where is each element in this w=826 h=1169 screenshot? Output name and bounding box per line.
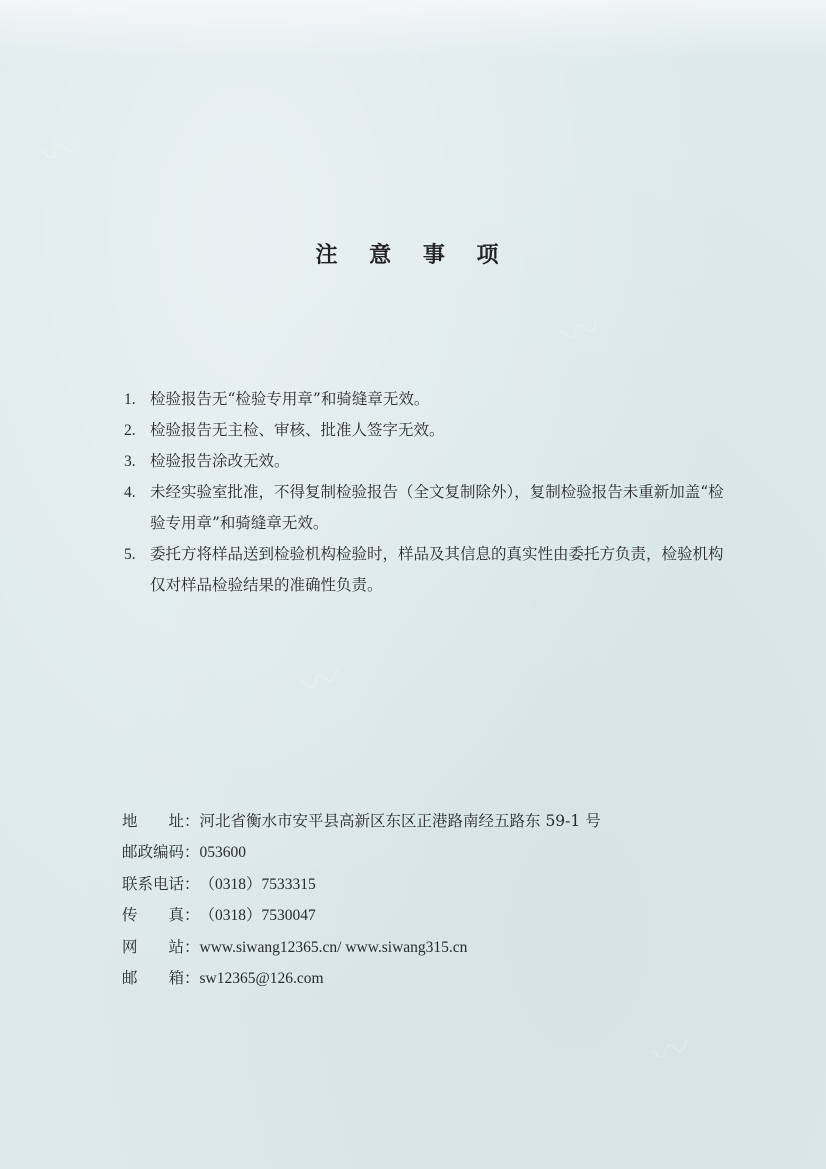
note-item [124, 539, 724, 601]
note-text: 未经实验室批准，不得复制检验报告（全文复制除外），复制检验报告未重新加盖“检验专用章”和骑缝章无效。 [150, 483, 724, 532]
postcode-label: 邮政编码： [122, 843, 200, 862]
note-item [124, 446, 724, 477]
note-text: 委托方将样品送到检验机构检验时，样品及其信息的真实性由委托方负责，检验机构仅对样品检验结果的准确性负责。 [150, 545, 724, 594]
note-item [124, 415, 724, 446]
watermark-pattern: 〰 [554, 303, 608, 360]
note-text: 检验报告涂改无效。 [150, 452, 290, 470]
email-row [122, 963, 742, 994]
postcode-row [122, 837, 742, 868]
note-text: 检验报告无“检验专用章”和骑缝章无效。 [150, 390, 430, 408]
note-text: 检验报告无主检、审核、批准人签字无效。 [150, 421, 445, 439]
watermark-pattern: 〰 [644, 1023, 698, 1080]
note-item [124, 477, 724, 539]
fax-row [122, 900, 742, 931]
note-item [124, 384, 724, 415]
note-number: 3. [124, 453, 136, 470]
page-title: 注 意 事 项 [315, 242, 511, 268]
phone-row [122, 869, 742, 900]
address-label: 地 址： [122, 812, 200, 830]
watermark-pattern: 〰 [294, 653, 348, 710]
address-row [122, 806, 742, 837]
email-link[interactable]: sw12365@126.com [199, 969, 324, 987]
address-value: 河北省衡水市安平县高新区东区正港路南经五路东 59-1 号 [199, 812, 601, 830]
note-number: 1. [124, 391, 136, 408]
note-number: 5. [124, 546, 136, 563]
website-label: 网 站： [122, 937, 200, 956]
note-number: 4. [124, 484, 136, 501]
fax-value: （0318）7530047 [199, 907, 316, 925]
fax-label: 传 真： [122, 906, 200, 925]
notes-list [124, 384, 724, 601]
paper-edge-shading [0, 0, 826, 60]
email-label: 邮 箱： [122, 968, 200, 987]
phone-label: 联系电话： [122, 874, 200, 893]
website-link[interactable]: www.siwang12365.cn/ www.siwang315.cn [199, 938, 468, 956]
website-row [122, 932, 742, 963]
note-number: 2. [124, 422, 136, 439]
phone-value: （0318）7533315 [199, 875, 316, 893]
watermark-pattern: 〰 [34, 123, 88, 180]
contact-info [122, 806, 742, 994]
postcode-value: 053600 [199, 844, 247, 862]
